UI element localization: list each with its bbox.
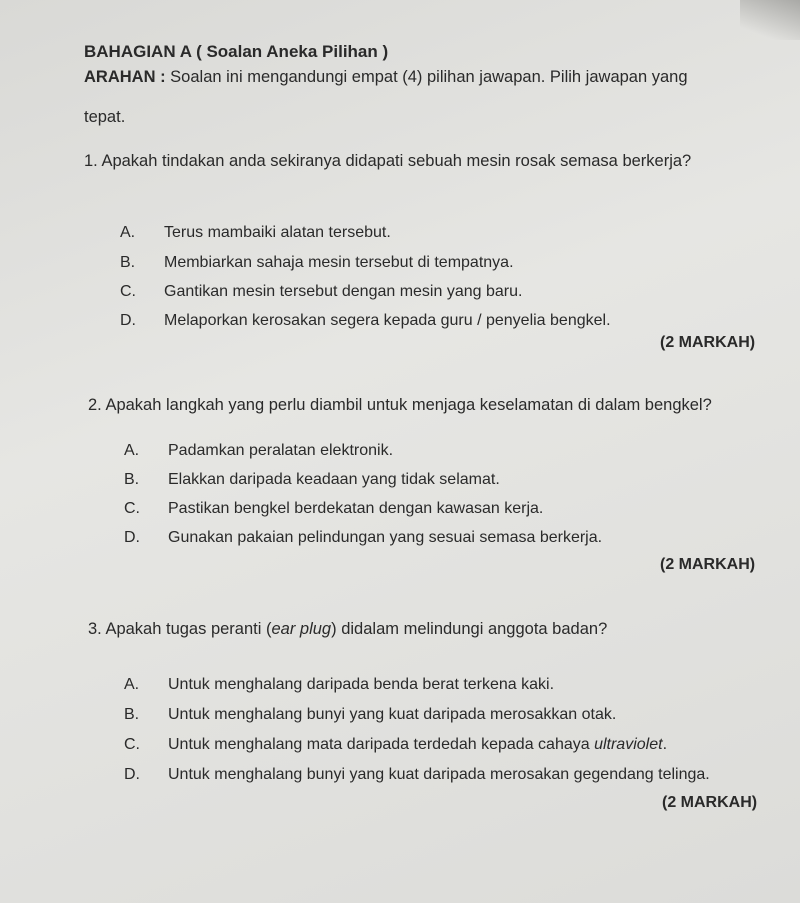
option-letter: B. bbox=[124, 706, 140, 723]
option-letter: D. bbox=[120, 312, 136, 329]
instruction-line-1 bbox=[84, 68, 688, 87]
option-letter: C. bbox=[124, 736, 140, 753]
question-1-option-d[interactable] bbox=[120, 312, 611, 330]
option-text: Untuk menghalang bunyi yang kuat daripada merosakan gegendang telinga. bbox=[168, 766, 710, 783]
question-text-italic: ear plug bbox=[271, 620, 332, 638]
option-text: Padamkan peralatan elektronik. bbox=[168, 442, 394, 459]
option-text-italic: ultraviolet bbox=[594, 736, 663, 753]
option-letter: B. bbox=[120, 254, 136, 271]
question-number: 3. bbox=[88, 620, 102, 638]
question-text-before: Apakah tugas peranti ( bbox=[105, 620, 272, 638]
question-3-option-c[interactable] bbox=[124, 736, 667, 754]
question-2-option-b[interactable] bbox=[124, 471, 500, 489]
question-3 bbox=[88, 620, 607, 639]
question-1-option-a[interactable] bbox=[120, 224, 391, 242]
option-letter: B. bbox=[124, 471, 140, 488]
question-3-option-d[interactable] bbox=[124, 766, 710, 784]
question-text: Apakah langkah yang perlu diambil untuk menjaga keselamatan di dalam bengkel? bbox=[105, 396, 712, 414]
question-1-option-b[interactable] bbox=[120, 254, 514, 272]
option-text: Membiarkan sahaja mesin tersebut di tempatnya. bbox=[164, 254, 514, 271]
option-text-after: . bbox=[662, 736, 668, 753]
option-text: Gunakan pakaian pelindungan yang sesuai semasa berkerja. bbox=[168, 529, 603, 546]
question-text-after: ) didalam melindungi anggota badan? bbox=[331, 620, 608, 638]
question-number: 1. bbox=[84, 152, 98, 170]
option-text-main: Untuk menghalang mata daripada terdedah kepada cahaya bbox=[168, 736, 595, 753]
option-letter: C. bbox=[124, 500, 140, 517]
question-2-marks: (2 MARKAH) bbox=[660, 556, 756, 573]
question-2-option-d[interactable] bbox=[124, 529, 602, 547]
question-1-option-c[interactable] bbox=[120, 283, 522, 301]
option-letter: A. bbox=[124, 676, 140, 693]
page-corner-shadow bbox=[740, 0, 800, 40]
question-2-option-c[interactable] bbox=[124, 500, 543, 518]
question-text: Apakah tindakan anda sekiranya didapati sebuah mesin rosak semasa berkerja? bbox=[101, 152, 692, 170]
instruction-text-1: Soalan ini mengandungi empat (4) pilihan jawapan. Pilih jawapan yang bbox=[170, 68, 688, 86]
option-text: Terus mambaiki alatan tersebut. bbox=[164, 224, 391, 241]
question-3-option-a[interactable] bbox=[124, 676, 554, 694]
option-letter: A. bbox=[124, 442, 140, 459]
option-text: Melaporkan kerosakan segera kepada guru / penyelia bengkel. bbox=[164, 312, 611, 329]
option-letter: A. bbox=[120, 224, 136, 241]
option-text: Pastikan bengkel berdekatan dengan kawasan kerja. bbox=[168, 500, 544, 517]
option-text bbox=[168, 736, 667, 754]
question-3-marks: (2 MARKAH) bbox=[662, 794, 758, 811]
option-letter: D. bbox=[124, 529, 140, 546]
question-2 bbox=[88, 396, 712, 415]
option-text: Elakkan daripada keadaan yang tidak selamat. bbox=[168, 471, 500, 488]
question-number: 2. bbox=[88, 396, 102, 414]
option-letter: C. bbox=[120, 283, 136, 300]
question-1-marks: (2 MARKAH) bbox=[660, 334, 756, 351]
option-text: Gantikan mesin tersebut dengan mesin yang baru. bbox=[164, 283, 523, 300]
option-text: Untuk menghalang daripada benda berat terkena kaki. bbox=[168, 676, 555, 693]
section-title: BAHAGIAN A ( Soalan Aneka Pilihan ) bbox=[84, 42, 389, 61]
instruction-label: ARAHAN : bbox=[84, 68, 166, 86]
option-text: Untuk menghalang bunyi yang kuat daripada merosakkan otak. bbox=[168, 706, 617, 723]
question-1 bbox=[84, 152, 691, 171]
option-letter: D. bbox=[124, 766, 140, 783]
question-2-option-a[interactable] bbox=[124, 442, 393, 460]
instruction-line-2: tepat. bbox=[84, 108, 126, 126]
question-3-option-b[interactable] bbox=[124, 706, 616, 724]
